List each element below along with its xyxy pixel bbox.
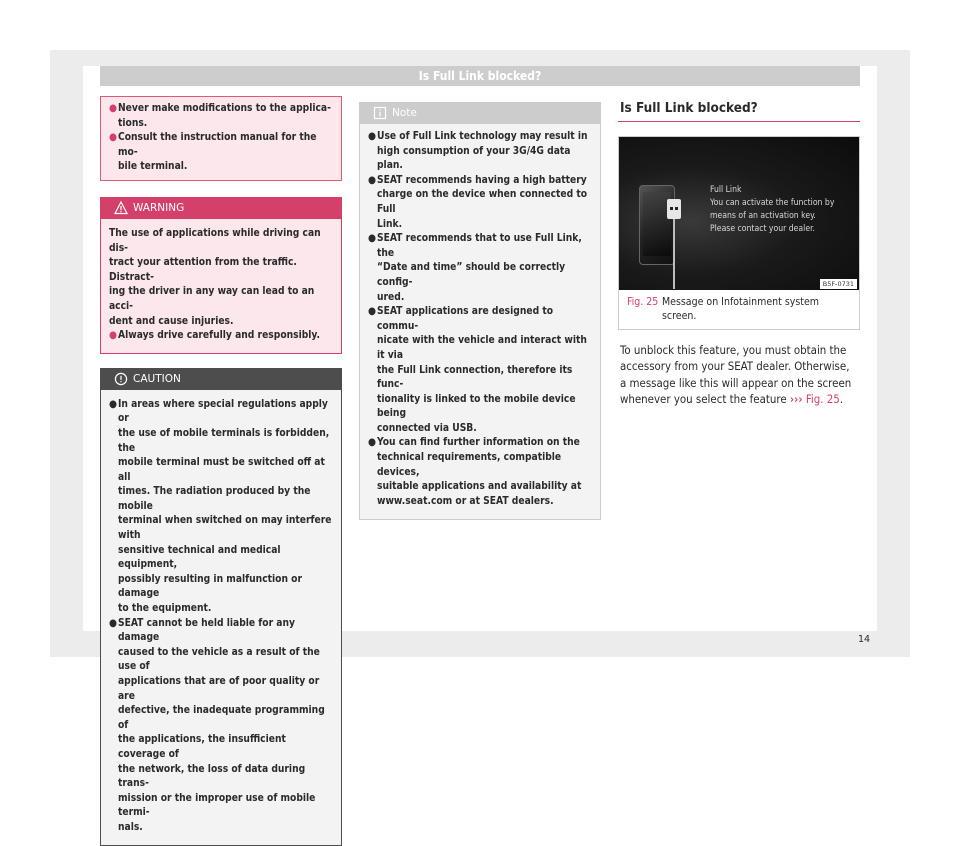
bullet-icon: ● [368,306,376,318]
list-item: ● SEAT applications are designed to commu- nicate with the vehicle and interact with it via the Full Link connection, therefore its func- tionality is linked to the mobile device being connected via USB. [368,305,592,436]
smartphone-icon [639,185,675,265]
bullet-icon: ● [368,437,376,449]
bullet-icon: ● [368,233,376,245]
list-item: ● SEAT recommends that to use Full Link, the “Date and time” should be correctly config- ured. [368,232,592,305]
caution-label: CAUTION [133,372,181,385]
page-number: 14 [858,634,871,645]
list-item: ● SEAT cannot be held liable for any damage caused to the vehicle as a result of the use of applications that are of poor quality or are defective, the inadequate programming of the applications, the insufficient coverage of the network, the loss of data during trans- mission or the improper use of mobile termi- nals. [109,617,333,836]
figure-ref-code: B5F-0731 [820,279,857,289]
warning-triangle-icon [114,201,128,215]
infotainment-screen-image [619,137,859,290]
note-body [359,124,601,520]
note-box [359,102,601,520]
warning-box [100,197,342,354]
bullet-icon: ● [109,617,117,629]
caution-header [100,368,342,390]
screen-message-line: means of an activation key. [710,211,816,221]
section-title: Is Full Link blocked? [618,96,860,122]
usb-plug-icon [667,199,681,219]
warning-header [100,197,342,219]
list-item: ● Consult the instruction manual for the mo- bile terminal. [109,131,333,175]
screen-message-title: Full Link [710,185,742,195]
bullet-icon: ● [109,103,117,114]
list-item: ● Use of Full Link technology may result in high consumption of your 3G/4G data plan. [368,130,592,174]
info-note-icon [373,106,387,120]
notice-box [100,96,342,181]
column-2 [359,102,601,520]
figure-label: Fig. 25 [627,296,659,308]
bullet-icon: ● [368,131,376,142]
figure-caption [619,290,859,329]
screen-message-line: Please contact your dealer. [710,224,815,234]
list-item: ● Never make modifications to the applica- tions. [109,102,333,131]
bullet-icon: ● [368,174,376,186]
list-item: ● You can find further information on the technical requirements, compatible devices, suitable applications and availability at www.seat.com or at SEAT dealers. [368,436,592,509]
note-header [359,102,601,124]
warning-label: WARNING [133,201,185,214]
list-item: ● Always drive carefully and responsibly. [109,329,333,344]
figure-link[interactable]: Fig. 25 [802,392,840,407]
figure-25 [618,136,860,330]
note-label: Note [392,107,417,119]
list-item: ● SEAT recommends having a high battery charge on the device when connected to Full Link. [368,174,592,232]
bullet-icon: ● [109,330,117,342]
list-item: ● In areas where special regulations apply or the use of mobile terminals is forbidden, the mobile terminal must be switched off at all times. The radiation produced by the mobile terminal when switched on may interfere with sensitive technical and medical equipment, possibly resulting in malfunction or damage to the equipment. [109,398,333,617]
figure-caption-text: Message on Infotainment system screen. [662,296,820,322]
column-1 [100,96,342,846]
body-paragraph: To unblock this feature, you must obtain the accessory from your SEAT dealer. Otherwise, a message like this will appear on the screen whenever you select the feature ››› Fig. 25. [620,343,852,407]
screen-message-line: You can activate the function by [710,198,835,208]
screen-message [710,184,860,236]
column-3 [618,96,860,408]
bullet-icon: ● [109,132,117,144]
caution-body [100,390,342,846]
usb-cable-icon [673,219,675,289]
bullet-icon: ● [109,398,117,410]
warning-body: The use of applications while driving can dis- tract your attention from the traffic. Distract- ing the driver in any way can lead to an acci- dent and cause injuries. ● Always drive carefully and responsibly. [100,219,342,354]
exclamation-circle-icon [114,372,128,386]
caution-box [100,368,342,846]
chevrons-icon: ››› [789,392,803,407]
page-header: Is Full Link blocked? [100,66,860,86]
